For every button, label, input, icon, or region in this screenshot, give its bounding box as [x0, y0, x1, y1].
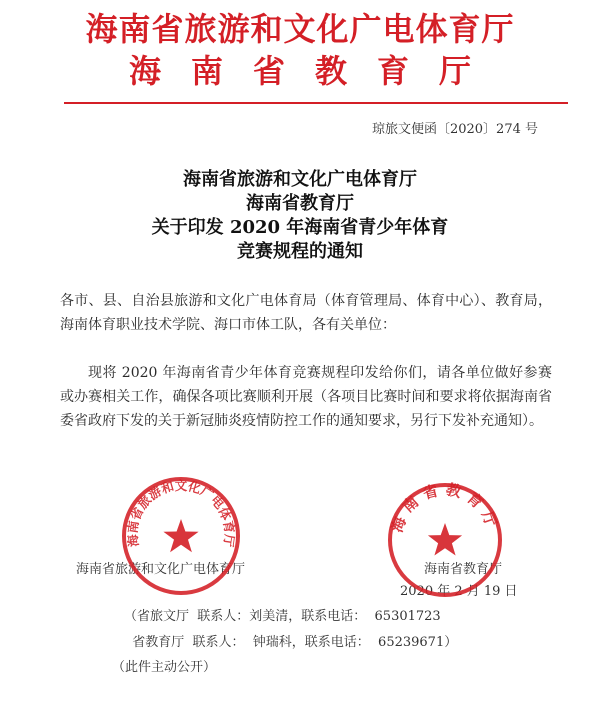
- contact-line-tourism: （省旅文厅 联系人：刘美清，联系电话： 65301723: [124, 609, 441, 624]
- signature-org-left: 海南省旅游和文化广电体育厅: [76, 562, 246, 577]
- document-number: 琼旅文便函〔2020〕274 号: [371, 122, 538, 137]
- signature-date: 2020 年 2 月 19 日: [400, 584, 518, 599]
- official-seal-left-icon: [120, 475, 242, 597]
- signature-org-right: 海南省教育厅: [424, 562, 503, 577]
- document-title-line-1: 海南省旅游和文化广电体育厅: [183, 169, 417, 190]
- contact-line-education: 省教育厅 联系人： 钟瑞科，联系电话： 65239671）: [124, 635, 458, 650]
- svg-text:海南省教育厅: 海南省教育厅: [387, 481, 503, 535]
- svg-text:海南省旅游和文化广电体育厅: 海南省旅游和文化广电体育厅: [124, 477, 238, 548]
- issuer-heading-education: 海南省教育厅: [128, 52, 501, 90]
- body-paragraph: 现将 2020 年海南省青少年体育竞赛规程印发给你们，请各单位做好参赛或办赛相关工作，确保各项比赛顺利开展（各项目比赛时间和要求将依据海南省委省政府下发的关于新冠肺炎疫情防控工作的通知要求，另行下发补充通知）。: [60, 365, 552, 429]
- salutation-text: 各市、县、自治县旅游和文化广电体育局（体育管理局、体育中心）、教育局，海南体育职业技术学院、海口市体工队，各有关单位：: [60, 293, 552, 333]
- header-red-rule: [64, 102, 568, 104]
- document-title-line-2: 海南省教育厅: [246, 193, 354, 214]
- document-title-line-4: 竞赛规程的通知: [237, 241, 363, 262]
- public-notice: （此件主动公开）: [112, 660, 217, 675]
- document-title-line-3: 关于印发 2020 年海南省青少年体育: [151, 217, 449, 238]
- issuer-heading-tourism: 海南省旅游和文化广电体育厅: [85, 10, 515, 48]
